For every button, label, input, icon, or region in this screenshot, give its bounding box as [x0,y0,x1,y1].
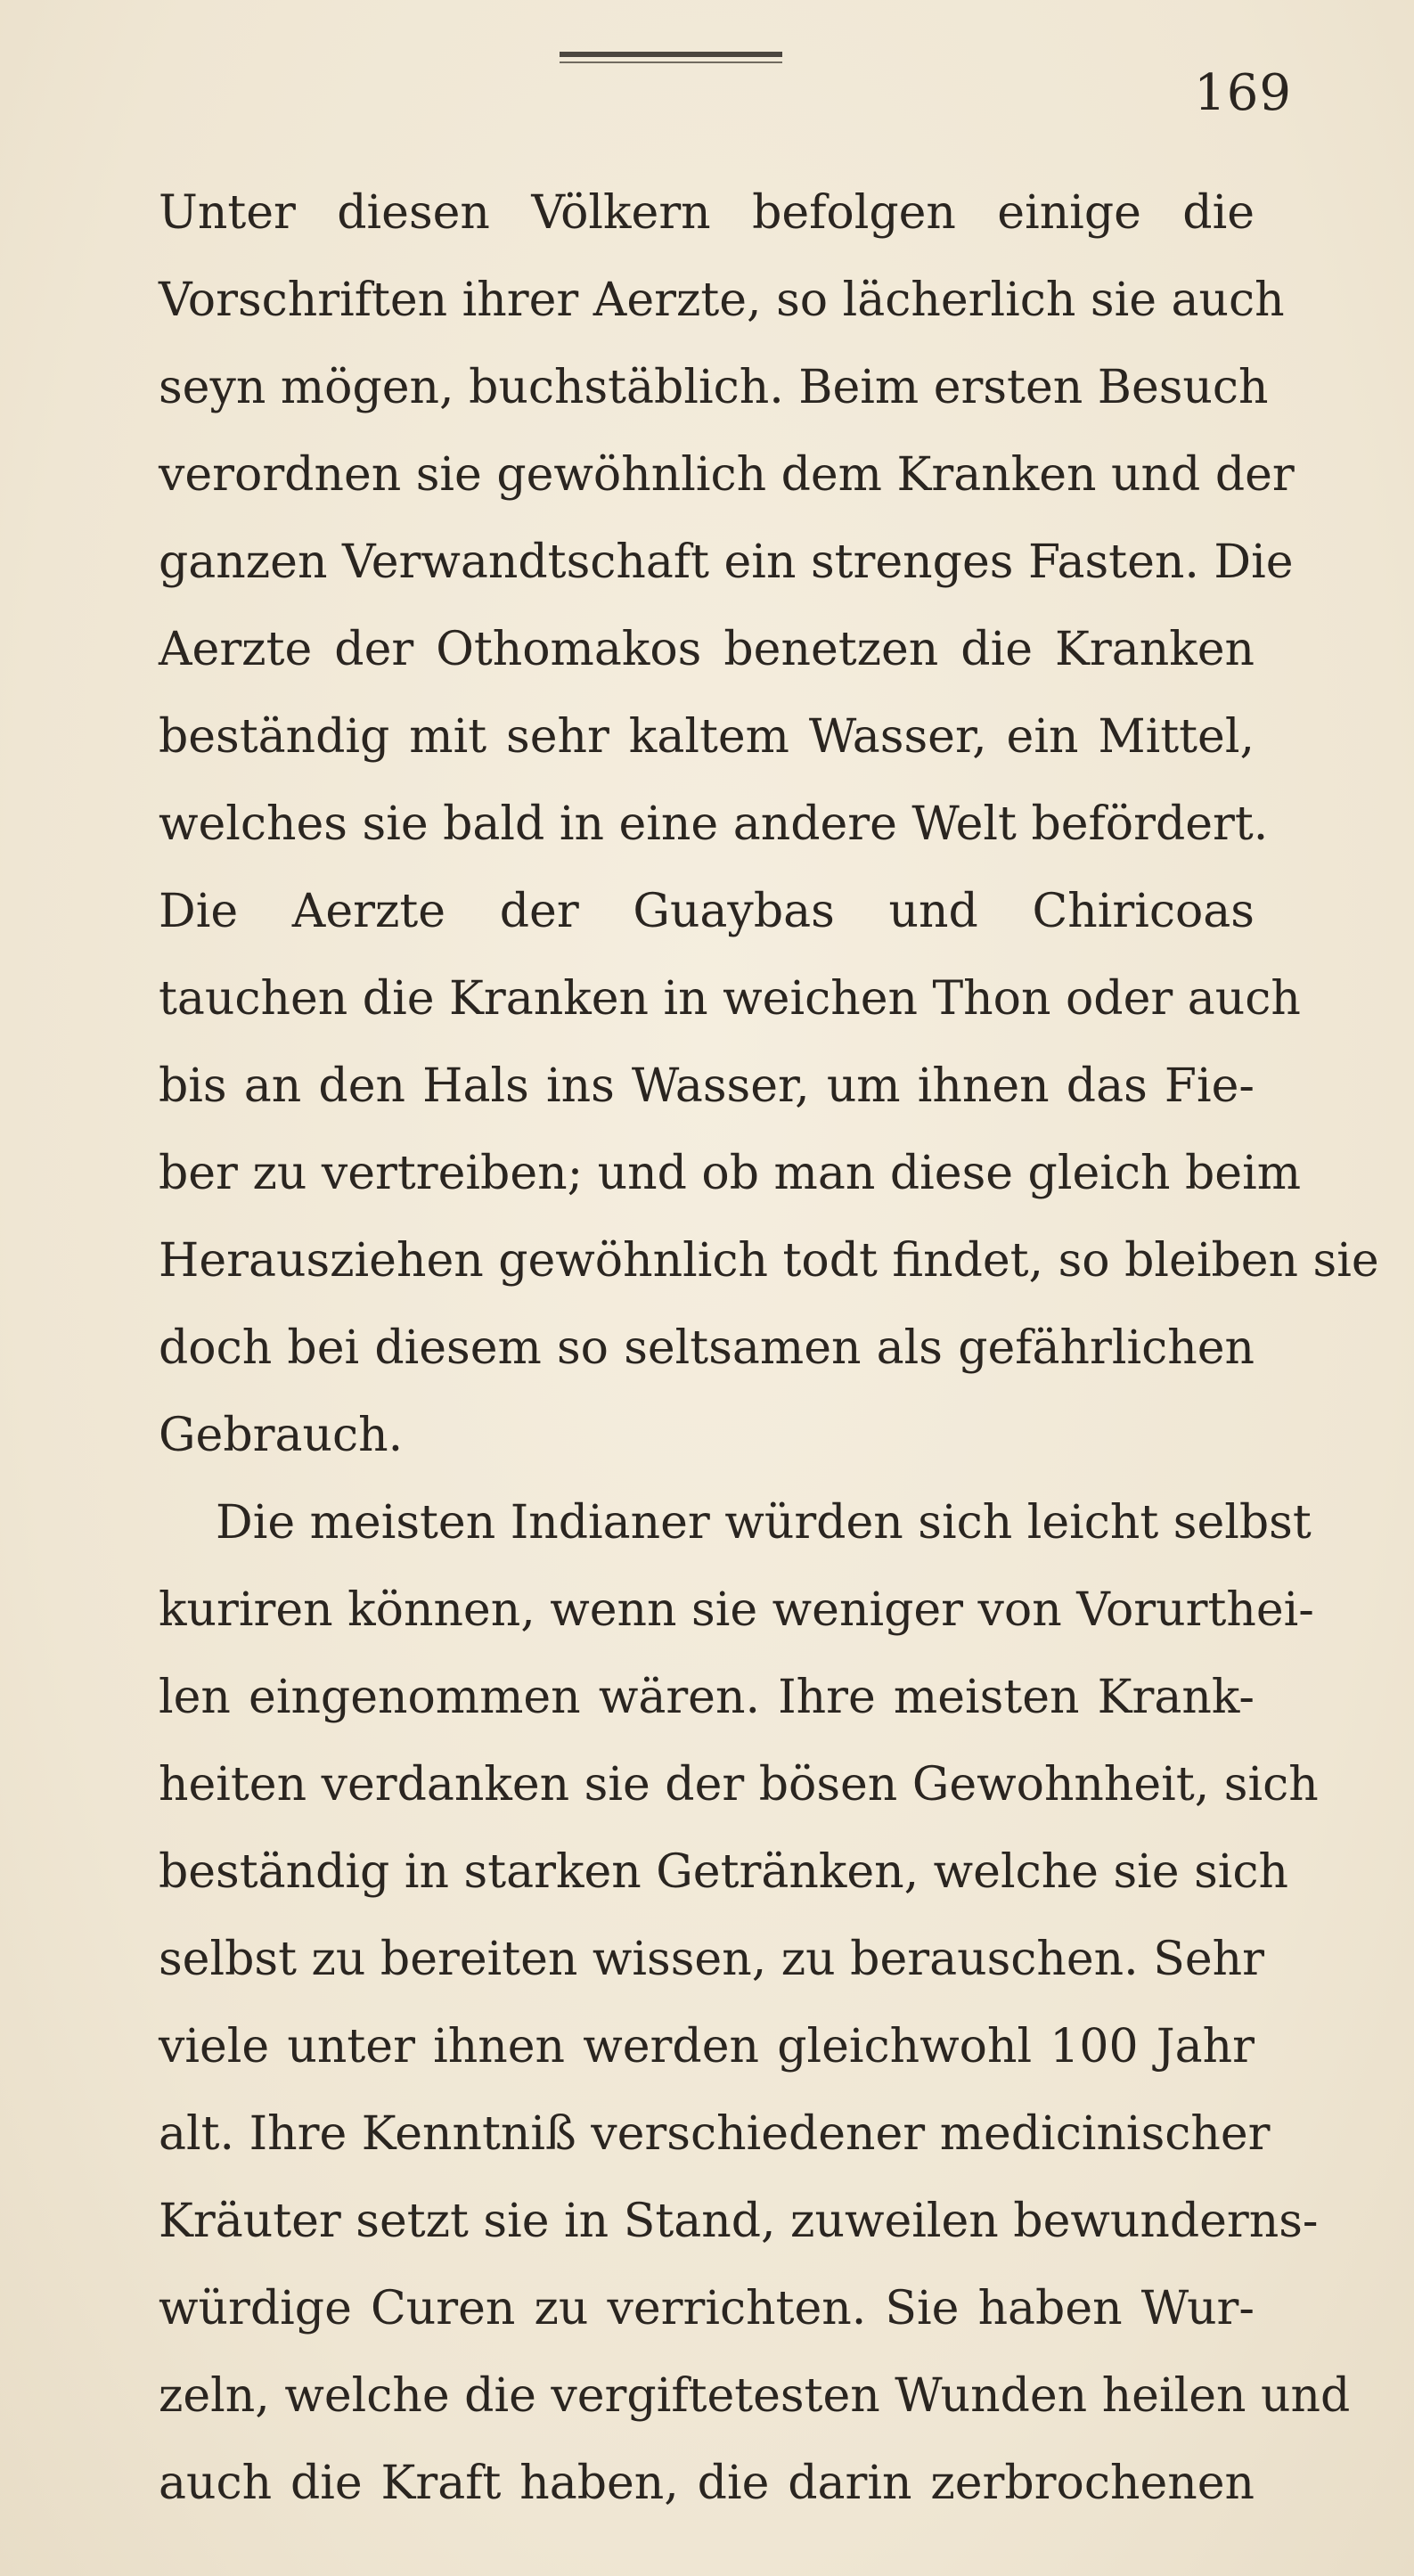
text-line: doch bei diesem so seltsamen als gefährlichen [159,1321,1255,1375]
text-line: verordnen sie gewöhnlich dem Kranken und der [159,448,1295,502]
text-line: welches sie bald in eine andere Welt befördert. [159,797,1269,851]
text-line: auch die Kraft haben, die darin zerbrochenen [159,2457,1255,2510]
text-line: heiten verdanken sie der bösen Gewohnheit, sich [159,1758,1319,1811]
text-line: beständig in starken Getränken, welche sie sich [159,1845,1289,1899]
text-line: tauchen die Kranken in weichen Thon oder auch [159,972,1301,1026]
text-line: ganzen Verwandtschaft ein strenges Fasten. Die [159,536,1294,589]
text-line: Herausziehen gewöhnlich todt findet, so bleiben sie [159,1234,1379,1288]
text-line: zeln, welche die vergiftetesten Wunden heilen und [159,2369,1351,2423]
text-line: len eingenommen wären. Ihre meisten Krank- [159,1671,1255,1724]
page-number: 169 [1194,64,1292,122]
text-line: Kräuter setzt sie in Stand, zuweilen bewunderns- [159,2195,1319,2248]
text-line: Aerzte der Othomakos benetzen die Kranken [159,623,1255,676]
text-line: würdige Curen zu verrichten. Sie haben Wur- [159,2282,1255,2335]
text-line: beständig mit sehr kaltem Wasser, ein Mittel, [159,710,1255,764]
text-line: Vorschriften ihrer Aerzte, so lächerlich sie auch [159,274,1285,327]
text-line: selbst zu bereiten wissen, zu berauschen. Sehr [159,1933,1264,1986]
text-line: Unter diesen Völkern befolgen einige die [159,186,1255,240]
text-line: viele unter ihnen werden gleichwohl 100 Jahr [159,2020,1255,2073]
header-rule-thick [560,52,782,57]
header-rule [560,52,782,62]
text-line: seyn mögen, buchstäblich. Beim ersten Besuch [159,361,1269,414]
text-line: bis an den Hals ins Wasser, um ihnen das Fie- [159,1059,1255,1113]
header-rule-thin [560,61,782,63]
text-line: alt. Ihre Kenntniß verschiedener medicinischer [159,2107,1271,2161]
text-line: Die Aerzte der Guaybas und Chiricoas [159,885,1255,938]
text-line: kuriren können, wenn sie weniger von Vorurthei- [159,1583,1314,1637]
text-line: ber zu vertreiben; und ob man diese gleich beim [159,1147,1302,1200]
text-line: Die meisten Indianer würden sich leicht selbst [216,1496,1312,1550]
text-line: Gebrauch. [159,1409,404,1462]
body-text [159,169,1379,2527]
